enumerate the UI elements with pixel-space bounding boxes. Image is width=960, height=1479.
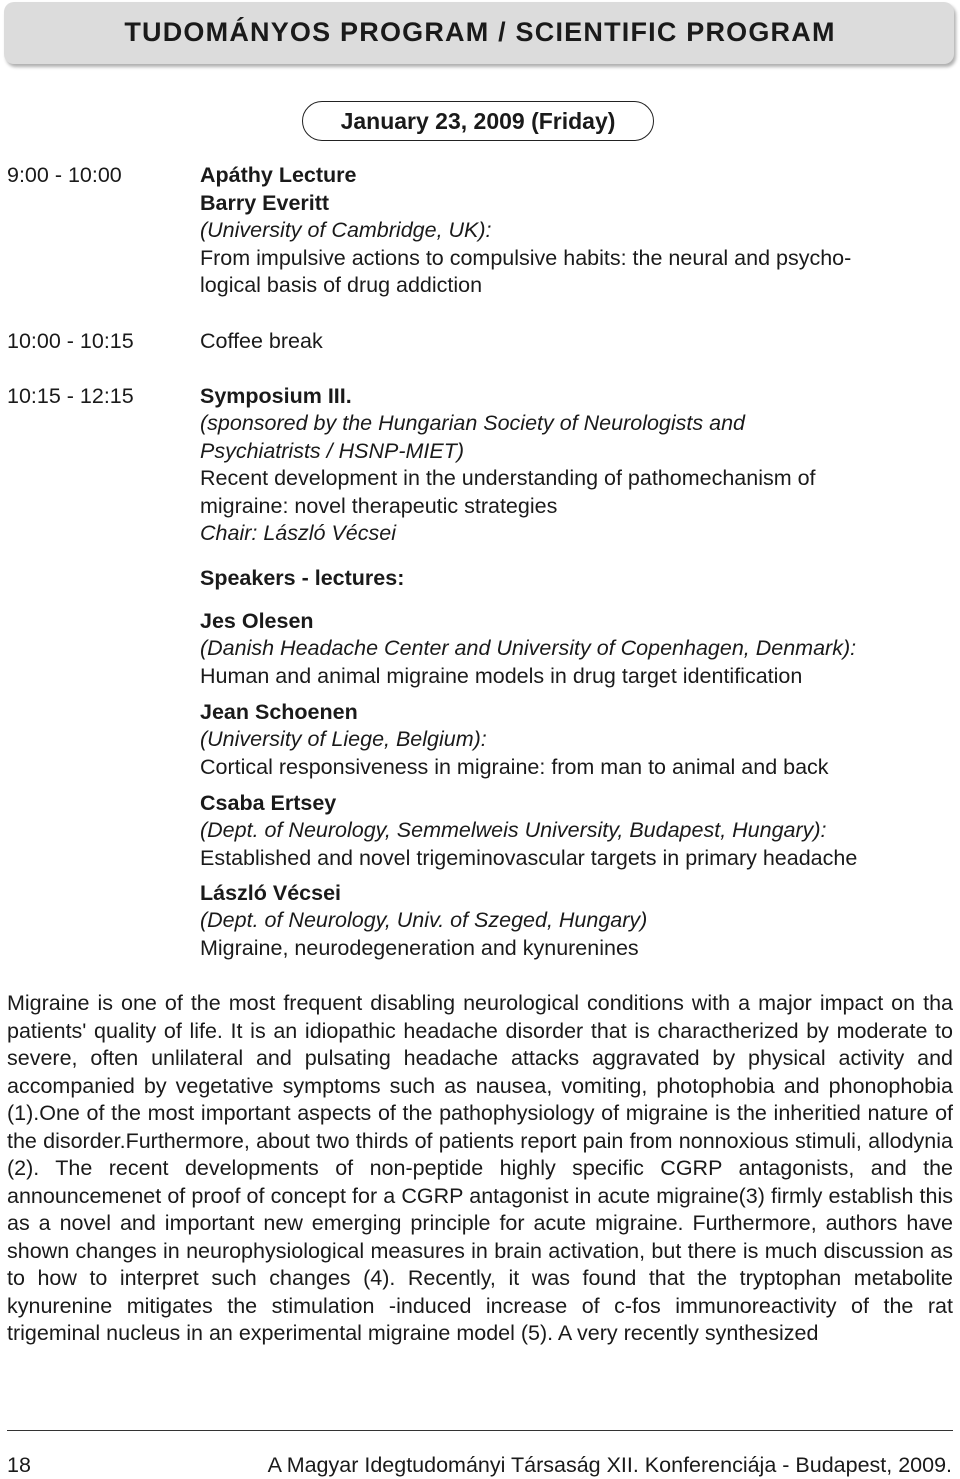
speaker-affiliation: (University of Liege, Belgium): [200,727,487,751]
lecture-title: Migraine, neurodegeneration and kynurenines [200,936,639,960]
session-title: Coffee break [200,329,323,353]
speaker-name: Barry Everitt [200,191,330,215]
speaker-name: Jes Olesen [200,609,314,633]
speaker-affiliation: (Dept. of Neurology, Semmelweis University, Budapest, Hungary): [200,818,827,842]
speaker-affiliation: (Danish Headache Center and University of Copenhagen, Denmark): [200,636,857,660]
lecture-title: Human and animal migraine models in drug target identification [200,664,803,688]
footer-title: A Magyar Idegtudományi Társaság XII. Konferenciája - Budapest, 2009. [267,1453,952,1477]
speakers-heading: Speakers - lectures: [200,566,405,590]
session-title: Apáthy Lecture [200,163,357,187]
chair: Chair: László Vécsei [200,521,396,545]
speaker-affiliation: (Dept. of Neurology, Univ. of Szeged, Hungary) [200,908,648,932]
sponsor-note: (sponsored by the Hungarian Society of Neurologists and [200,411,745,435]
lecture-title: logical basis of drug addiction [200,273,483,297]
sponsor-note: Psychiatrists / HSNP-MIET) [200,439,464,463]
symposium-topic: migraine: novel therapeutic strategies [200,494,558,518]
lecture-title: Cortical responsiveness in migraine: from man to animal and back [200,755,829,779]
abstract-paragraph: Migraine is one of the most frequent disabling neurological conditions with a major impact on tha patients' quality of life. It is an idiopathic headache disorder that is charactherized by moderate to severe, often unlilateral and pulsating headache attacks aggravated by physical activity and accompanied by vegetative symptoms such as nausea, vomiting, photophobia and phonophobia (1).One of the most important aspects of the pathophysiology of migraine is the inheritied nature of the disorder.Furthermore, about two thirds of patients report pain from nonnoxious stimuli, allodynia (2). The recent developments of non-peptide highly specific CGRP antagonists, and the announcemenet of proof of concept for a CGRP antagonist in acute migraine(3) firmly establish this as a novel and important new emerging principle for acute migraine. Furthermore, authors have shown changes in neurophysiological measures in brain activation, but there is much discussion as to how to interpret such changes (4). Recently, it was found that the tryptophan metabolite kynurenine mitigates the stimulation -induced increase of c-fos immunoreactivity of the rat trigeminal nucleus in an experimental migraine model (5). A very recently synthesized [7,991,953,1345]
symposium-topic: Recent development in the understanding of pathomechanism of [200,466,816,490]
session-time: 9:00 - 10:00 [7,163,122,187]
speaker-name: László Vécsei [200,881,342,905]
page-number: 18 [7,1453,31,1477]
session-time: 10:00 - 10:15 [7,329,134,353]
lecture-title: Established and novel trigeminovascular targets in primary headache [200,846,858,870]
session-title: Symposium III. [200,384,352,408]
speaker-affiliation: (University of Cambridge, UK): [200,218,492,242]
speaker-name: Jean Schoenen [200,700,358,724]
session-time: 10:15 - 12:15 [7,384,134,408]
lecture-title: From impulsive actions to compulsive habits: the neural and psycho- [200,246,852,270]
date-badge: January 23, 2009 (Friday) [302,101,654,141]
footer-divider [7,1430,953,1431]
speaker-name: Csaba Ertsey [200,791,337,815]
page-title: TUDOMÁNYOS PROGRAM / SCIENTIFIC PROGRAM [124,17,836,47]
